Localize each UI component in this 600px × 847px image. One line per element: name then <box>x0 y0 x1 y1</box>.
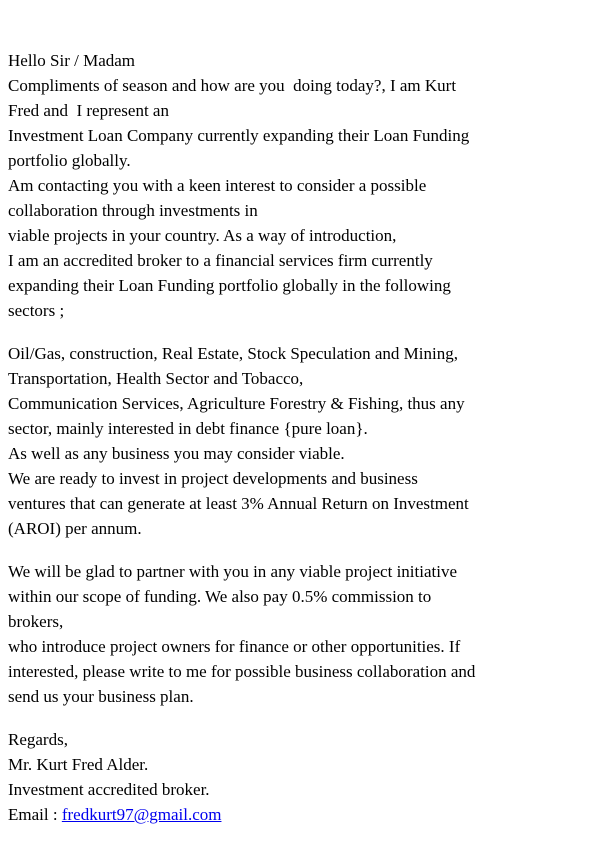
text-line: Investment Loan Company currently expanding their Loan Funding <box>8 126 470 145</box>
text-line: Transportation, Health Sector and Tobacco, <box>8 369 304 388</box>
text-line: As well as any business you may consider viable. <box>8 444 345 463</box>
text-line: sectors ; <box>8 301 65 320</box>
paragraph <box>8 48 592 323</box>
paragraph <box>8 559 592 709</box>
text-line: I am an accredited broker to a financial services firm currently <box>8 251 433 270</box>
text-line: Regards, <box>8 730 68 749</box>
text-line: portfolio globally. <box>8 151 131 170</box>
paragraph <box>8 341 592 541</box>
text-line: interested, please write to me for possible business collaboration and <box>8 662 476 681</box>
text-line: Oil/Gas, construction, Real Estate, Stock Speculation and Mining, <box>8 344 458 363</box>
text-line: Compliments of season and how are you doing today?, I am Kurt <box>8 76 457 95</box>
email-label: Email : <box>8 805 62 824</box>
text-line: Am contacting you with a keen interest to consider a possible <box>8 176 427 195</box>
text-line: expanding their Loan Funding portfolio globally in the following <box>8 276 451 295</box>
text-line: We will be glad to partner with you in any viable project initiative <box>8 562 458 581</box>
text-line: collaboration through investments in <box>8 201 258 220</box>
text-line: within our scope of funding. We also pay 0.5% commission to <box>8 587 432 606</box>
text-line: Mr. Kurt Fred Alder. <box>8 755 149 774</box>
text-line: Hello Sir / Madam <box>8 51 136 70</box>
text-line: Fred and I represent an <box>8 101 169 120</box>
text-line: Communication Services, Agriculture Forestry & Fishing, thus any <box>8 394 465 413</box>
paragraph <box>8 727 592 827</box>
text-line: Investment accredited broker. <box>8 780 210 799</box>
text-line: brokers, <box>8 612 64 631</box>
text-line: viable projects in your country. As a way of introduction, <box>8 226 397 245</box>
text-line: sector, mainly interested in debt finance {pure loan}. <box>8 419 368 438</box>
text-line: (AROI) per annum. <box>8 519 142 538</box>
text-line: We are ready to invest in project developments and business <box>8 469 418 488</box>
email-link[interactable]: fredkurt97@gmail.com <box>61 805 222 824</box>
text-line: ventures that can generate at least 3% Annual Return on Investment <box>8 494 469 513</box>
text-line <box>8 802 592 827</box>
text-line: who introduce project owners for finance or other opportunities. If <box>8 637 461 656</box>
text-line: send us your business plan. <box>8 687 194 706</box>
